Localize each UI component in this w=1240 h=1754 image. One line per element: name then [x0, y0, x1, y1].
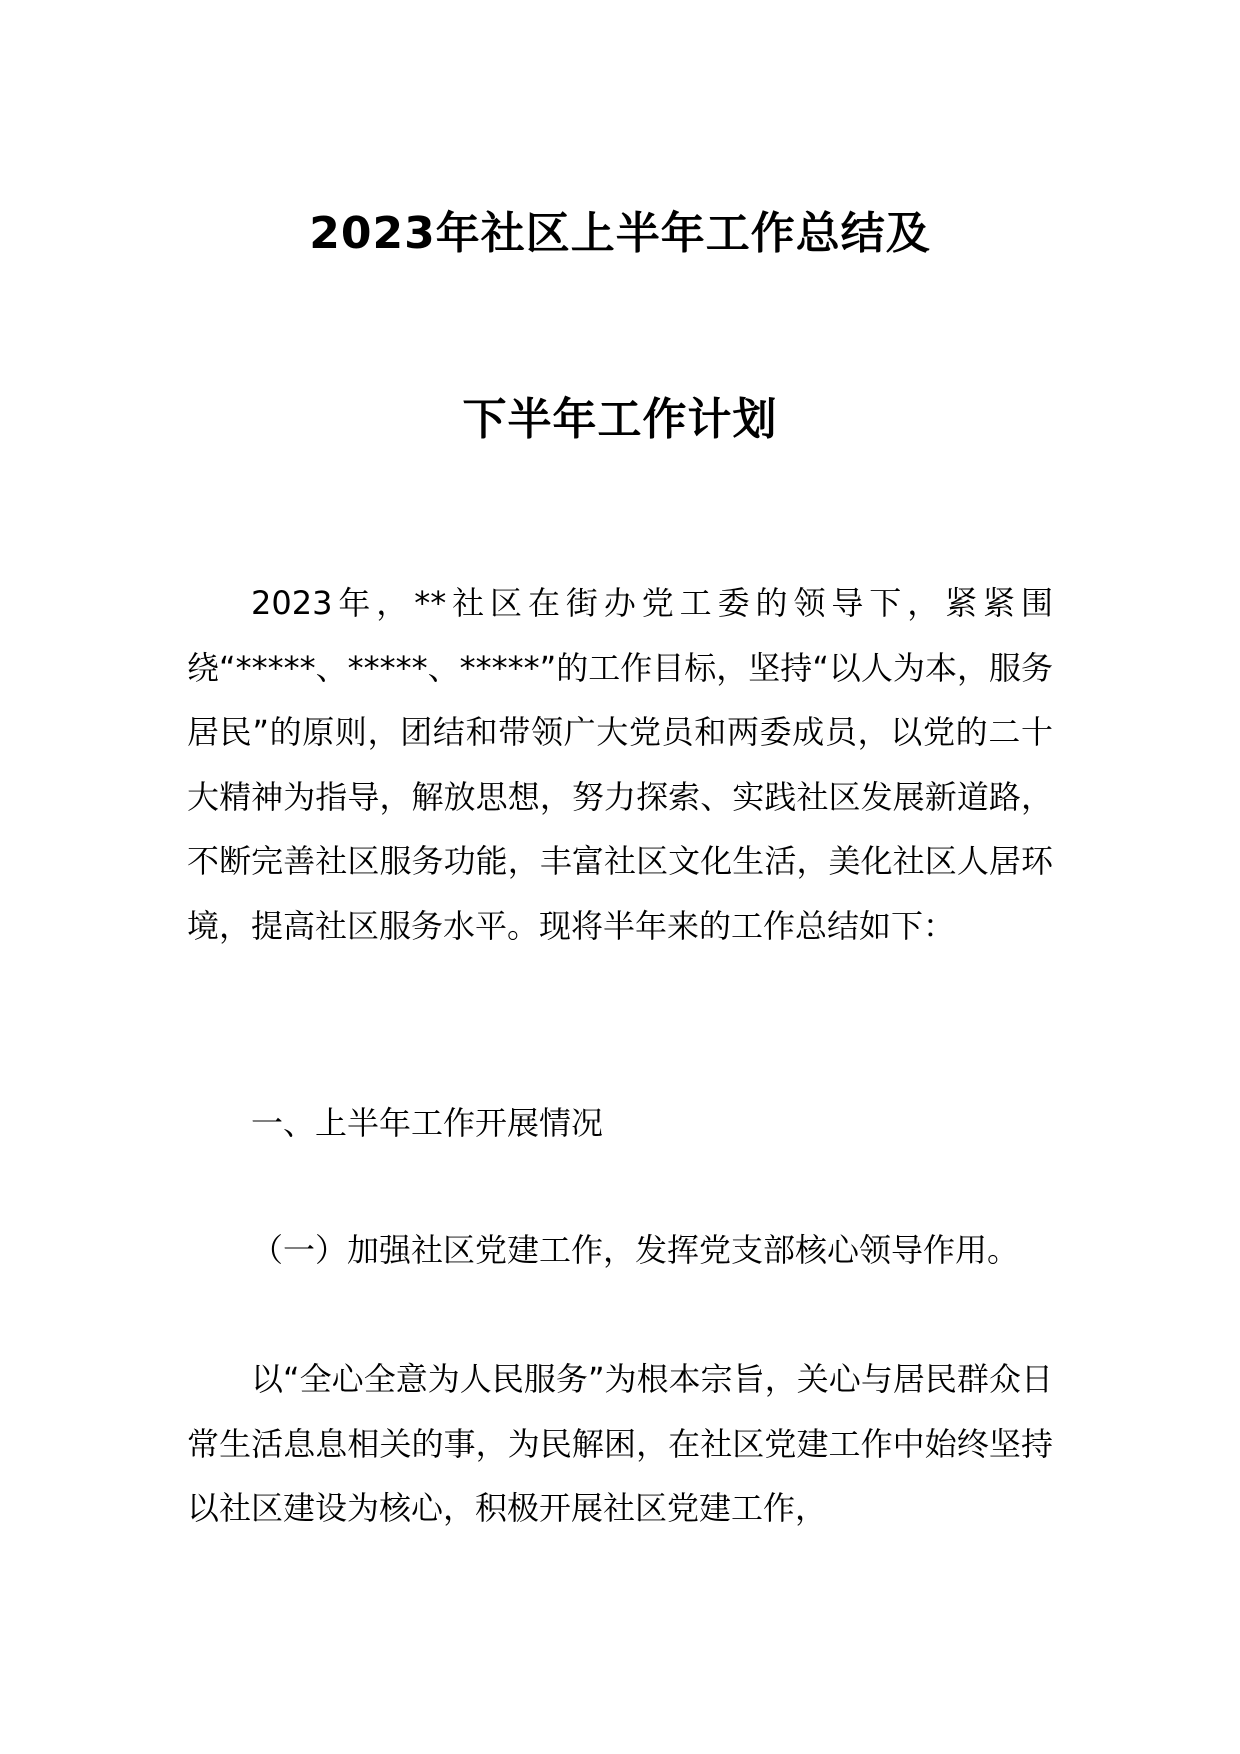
- document-title-line-1: 2023年社区上半年工作总结及: [309, 208, 931, 259]
- subsection-heading: （一）加强社区党建工作，发挥党支部核心领导作用。: [251, 1231, 1020, 1269]
- document-title-line-2: 下半年工作计划: [462, 394, 778, 445]
- subsection-paragraph: 以“全心全意为人民服务”为根本宗旨，关心与居民群众日常生活息息相关的事，为民解困，在社区党建工作中始终坚持以社区建设为核心，积极开展社区党建工作，: [187, 1360, 1053, 1527]
- intro-paragraph: 2023年，**社区在街办党工委的领导下，紧紧围绕“*****、*****、*****”的工作目标，坚持“以人为本，服务居民”的原则，团结和带领广大党员和两委成员，以党的二十大精神为指导，解放思想，努力探索、实践社区发展新道路，不断完善社区服务功能，丰富社区文化生活，美化社区人居环境，提高社区服务水平。现将半年来的工作总结如下：: [187, 584, 1053, 945]
- section-heading: 一、上半年工作开展情况: [251, 1104, 604, 1142]
